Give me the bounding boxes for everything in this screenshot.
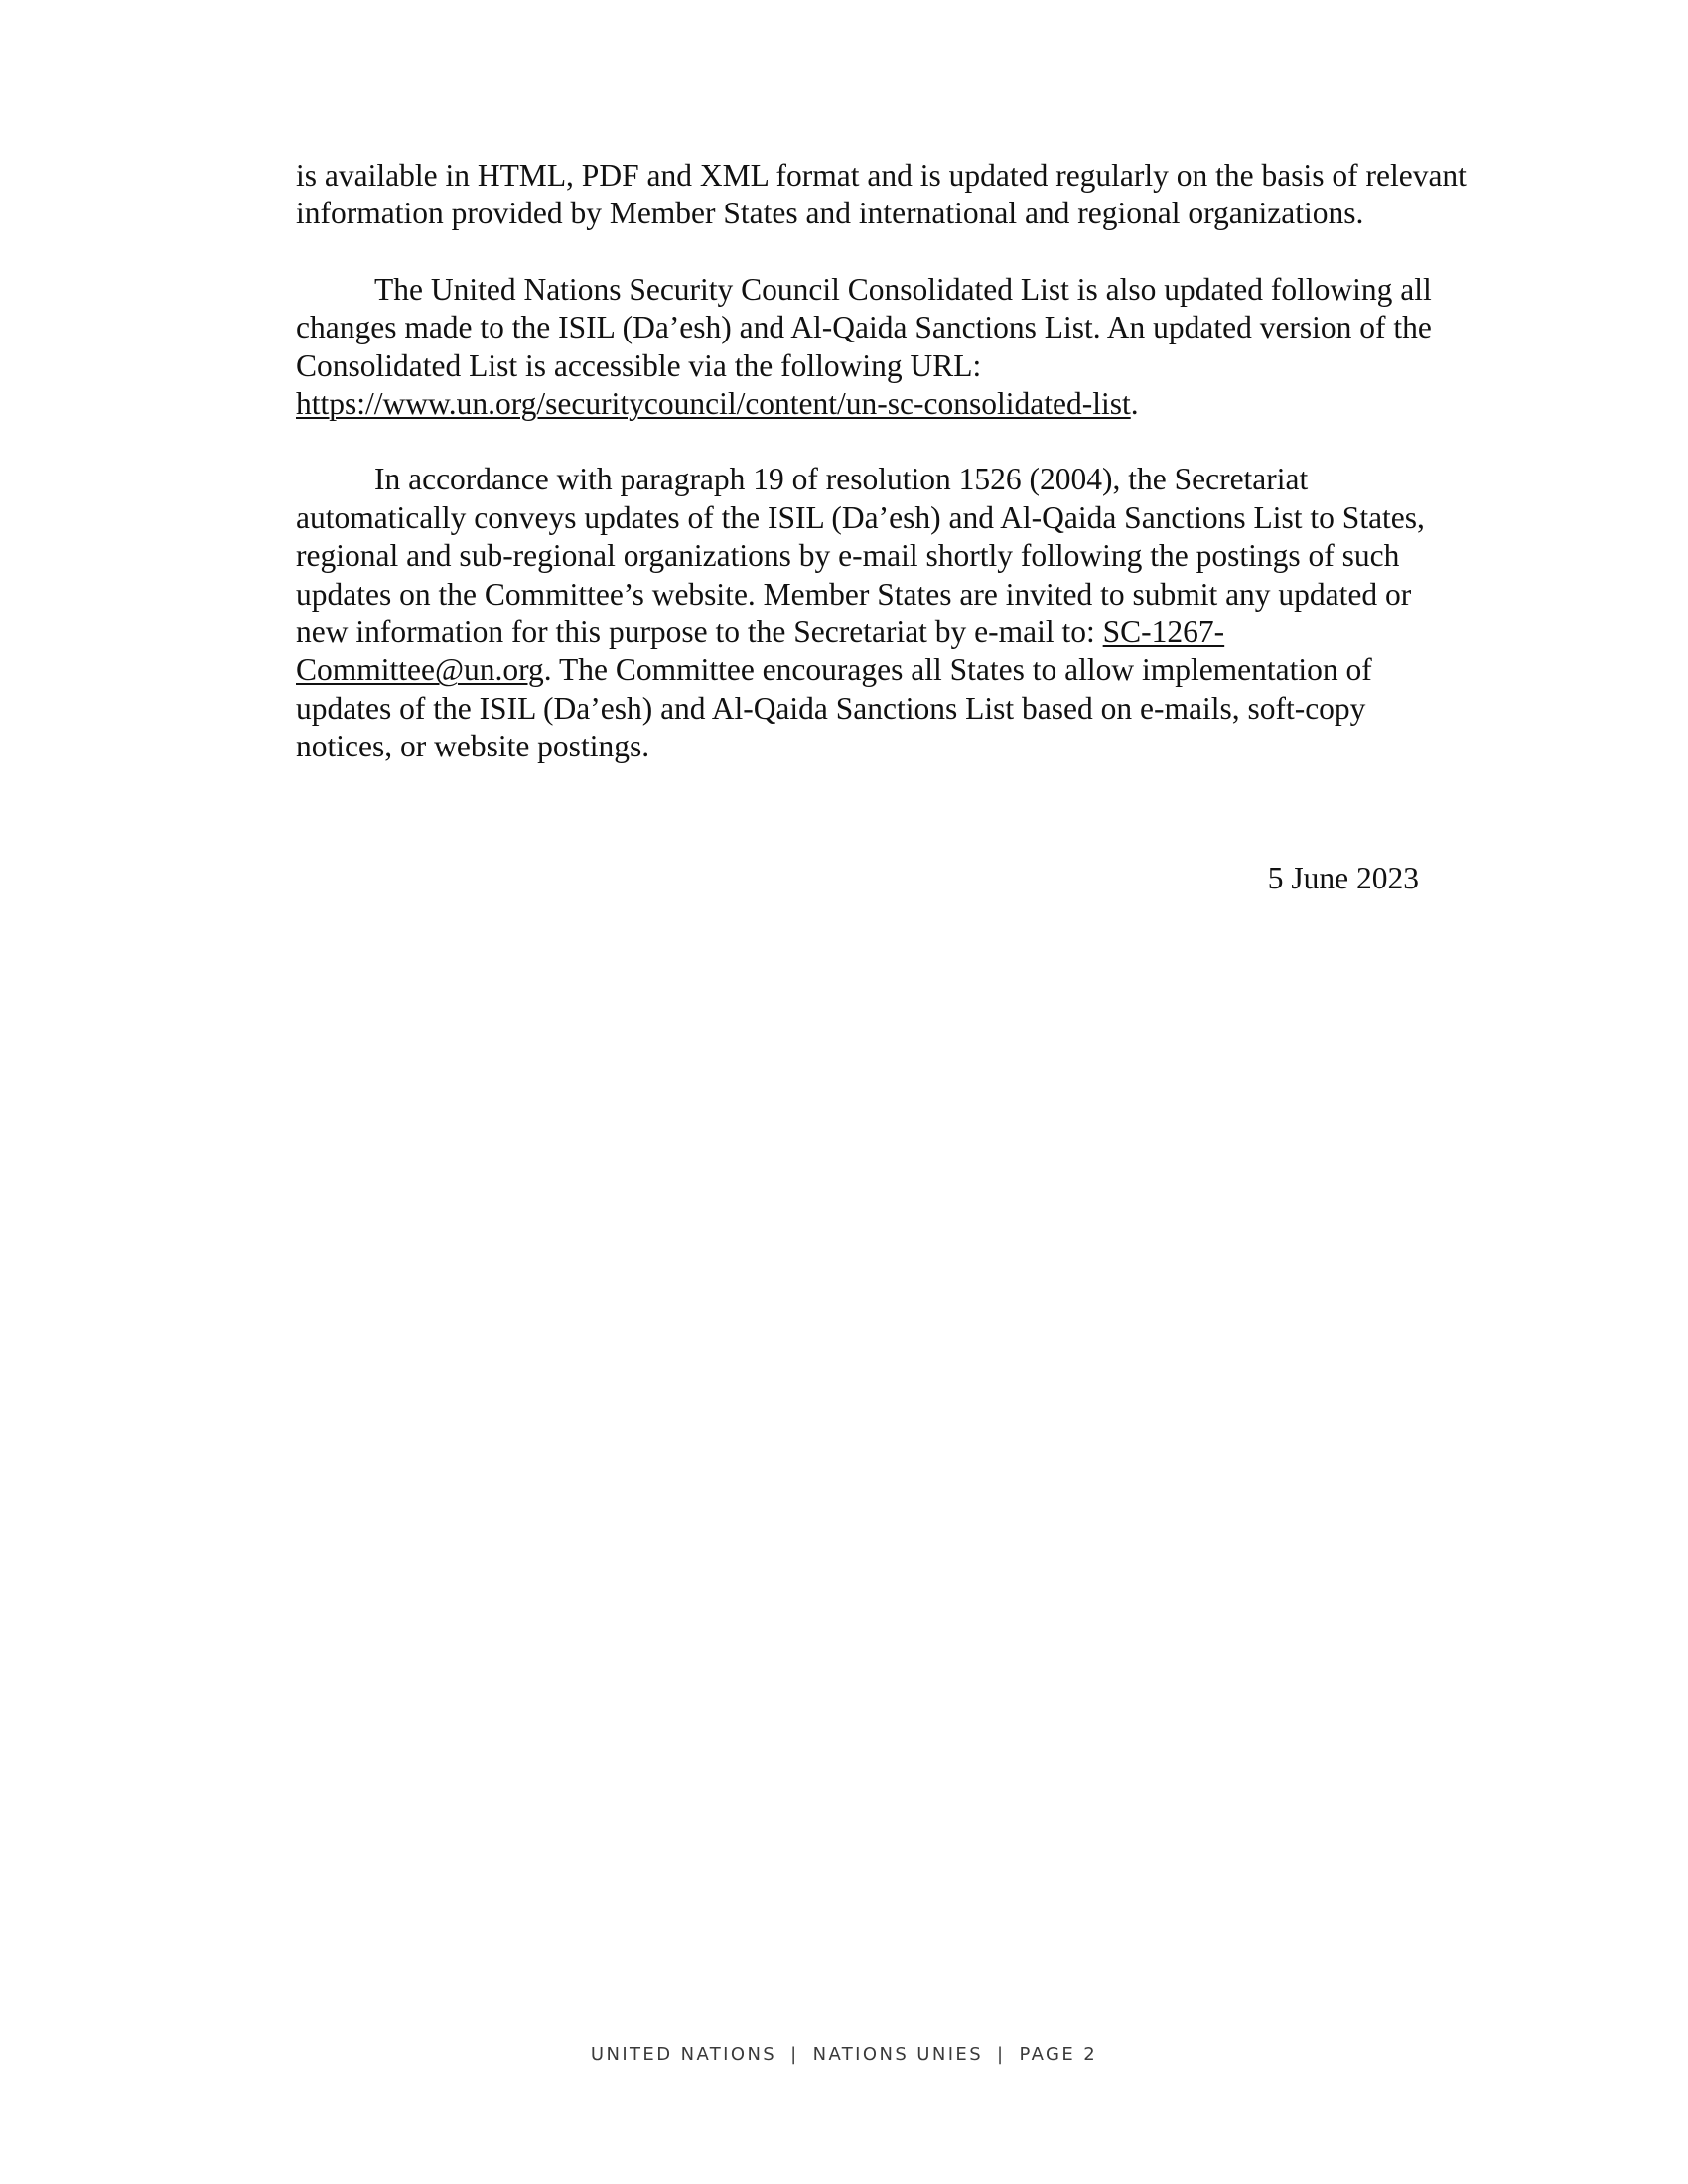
paragraph-formats bbox=[296, 157, 1468, 233]
consolidated-list-url-link[interactable]: https://www.un.org/securitycouncil/content/un-sc-consolidated-list bbox=[296, 386, 1131, 422]
paragraph-consolidated-list bbox=[296, 271, 1468, 424]
committee-email-link[interactable]: SC-1267-Committee@un.org bbox=[296, 614, 1225, 688]
footer-org-en: UNITED NATIONS bbox=[590, 2044, 777, 2065]
paragraph-secretariat-updates-text: In accordance with paragraph 19 of resolution 1526 (2004), the Secretariat automatically conveys updates of the ISIL (Da’esh) and Al-Qaida Sanctions List to States, regional and sub-regional organizations by e-mail shortly following the postings of such updates on the Committee’s website. Member States are invited to submit any updated or new information for this purpose to the Secretariat by e-mail to: bbox=[296, 462, 1425, 650]
paragraph-consolidated-list-end: . bbox=[1130, 386, 1139, 422]
footer-page-number: PAGE 2 bbox=[1019, 2044, 1098, 2065]
footer-org-fr: NATIONS UNIES bbox=[812, 2044, 984, 2065]
paragraph-consolidated-list-text: The United Nations Security Council Consolidated List is also updated following all changes made to the ISIL (Da’esh) and Al-Qaida Sanctions List. An updated version of the Consolidated List is accessible via the following URL: bbox=[296, 271, 1432, 383]
footer-separator: | bbox=[997, 2044, 1006, 2065]
footer-separator: | bbox=[790, 2044, 799, 2065]
document-body bbox=[296, 157, 1468, 804]
page-footer bbox=[0, 2044, 1688, 2065]
paragraph-secretariat-updates bbox=[296, 461, 1468, 765]
document-date: 5 June 2023 bbox=[1267, 861, 1419, 895]
paragraph-formats-text: is available in HTML, PDF and XML format and is updated regularly on the basis of relevant information provided by Member States and international and regional organizations. bbox=[296, 158, 1467, 231]
paragraph-secretariat-updates-end: . The Committee encourages all States to allow implementation of updates of the ISIL (Da’esh) and Al-Qaida Sanctions List based on e-mails, soft-copy notices, or website postings. bbox=[296, 652, 1372, 764]
